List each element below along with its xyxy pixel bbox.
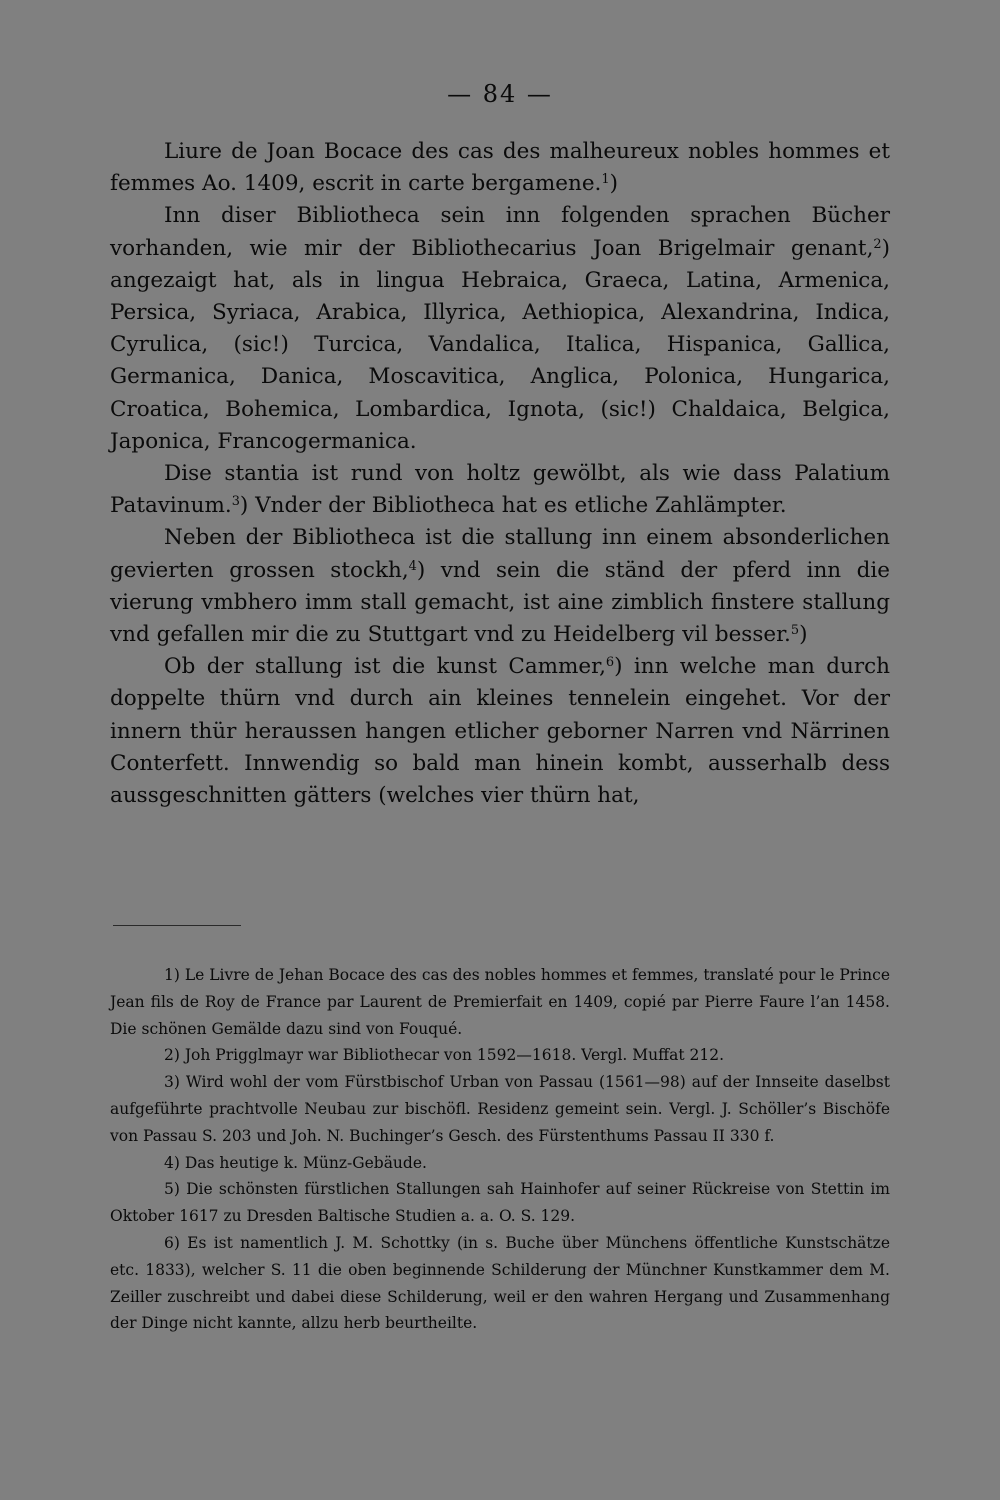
footnote-6: 6) Es ist namentlich J. M. Schottky (in s. Buche über Münchens öffentliche Kunstschätze etc. 1833), welcher S. 11 die oben beginnende Schilderung der Münchner Kunstkammer dem M. Zeiller zuschreibt und dabei diese Schilderung, weil er den wahren Hergang und Zusammenhang der Dinge nicht kannte, allzu herb beurtheilte. (110, 1233, 890, 1333)
text-run: ) (609, 171, 618, 197)
main-text (110, 136, 890, 812)
text-run: Liure de Joan Bocace des cas des malheureux nobles hommes et femmes Ao. 1409, escrit in carte bergamene. (110, 139, 890, 197)
text-run: ) angezaigt hat, als in lingua Hebraica, Graeca, Latina, Armenica, Persica, Syriaca, Arabica, Illyrica, Aethiopica, Alexandrina, Indica, Cyrulica, (sic!) Turcica, Vandalica, Italica, Hispanica, Gallica, Germanica, Danica, Moscavitica, Anglica, Polonica, Hungarica, Croatica, Bohemica, Lombardica, Ignota, (sic!) Chaldaica, Belgica, Japonica, Francogermanica. (110, 235, 890, 454)
footnote-1: 1) Le Livre de Jehan Bocace des cas des nobles hommes et femmes, translaté pour le Prince Jean fils de Roy de France par Laurent de Premierfait en 1409, copié par Pierre Faure l’an 1458. Die schönen Gemälde dazu sind von Fouqué. (110, 966, 890, 1038)
footnote-ref: 1 (601, 172, 610, 188)
footnote-divider (113, 925, 241, 926)
paragraph-3 (110, 458, 890, 522)
paragraph-2 (110, 200, 890, 458)
paragraph-1 (110, 136, 890, 200)
text-run: Neben der Bibliotheca ist die stallung inn einem absonderlichen gevierten grossen stockh, (110, 525, 890, 583)
footnote-ref: 4 (408, 558, 417, 574)
footnote-ref: 2 (873, 236, 882, 252)
text-run: Inn diser Bibliotheca sein inn folgenden sprachen Bücher vorhanden, wie mir der Bibliothecarius Joan Brigelmair genant, (110, 203, 890, 261)
footnote-ref: 3 (231, 494, 240, 510)
text-run: Ob der stallung ist die kunst Cammer, (164, 654, 606, 680)
footnote-5: 5) Die schönsten fürstlichen Stallungen sah Hainhofer auf seiner Rückreise von Stettin im Oktober 1617 zu Dresden Baltische Studien a. a. O. S. 129. (110, 1180, 890, 1226)
text-run: ) inn welche man durch doppelte thürn vnd durch ain kleines tennelein eingehet. Vor der innern thür heraussen hangen etlicher geborner Narren vnd Närrinen Conterfett. Innwendig so bald man hinein kombt, ausserhalb dess aussgeschnitten gätters (welches vier thürn hat, (110, 654, 890, 809)
text-run: Dise stantia ist rund von holtz gewölbt, als wie dass Palatium Patavinum. (110, 461, 890, 519)
footnote-4: 4) Das heutige k. Münz-Gebäude. (164, 1153, 427, 1172)
text-run: ) Vnder der Bibliotheca hat es etliche Zahlämpter. (239, 493, 787, 519)
footnotes (110, 962, 890, 1337)
footnote-3: 3) Wird wohl der vom Fürstbischof Urban von Passau (1561—98) auf der Innseite daselbst aufgeführte prachtvolle Neubau zur bischöfl. Residenz gemeint sein. Vergl. J. Schöller’s Bischöfe von Passau S. 203 und Joh. N. Buchinger’s Gesch. des Fürstenthums Passau II 330 f. (110, 1073, 890, 1145)
text-run: ) (799, 622, 808, 648)
footnote-ref: 6 (605, 655, 615, 671)
page-number: — 84 — (447, 80, 553, 108)
footnote-ref: 5 (790, 622, 800, 638)
paragraph-4 (110, 522, 890, 651)
paragraph-5 (110, 651, 890, 812)
text-run: ) vnd sein die ständ der pferd inn die vierung vmbhero imm stall gemacht, ist aine zimblich finstere stallung vnd gefallen mir die zu Stuttgart vnd zu Heidelberg vil besser. (110, 557, 890, 648)
footnote-2: 2) Joh Prigglmayr war Bibliothecar von 1592—1618. Vergl. Muffat 212. (164, 1046, 725, 1065)
